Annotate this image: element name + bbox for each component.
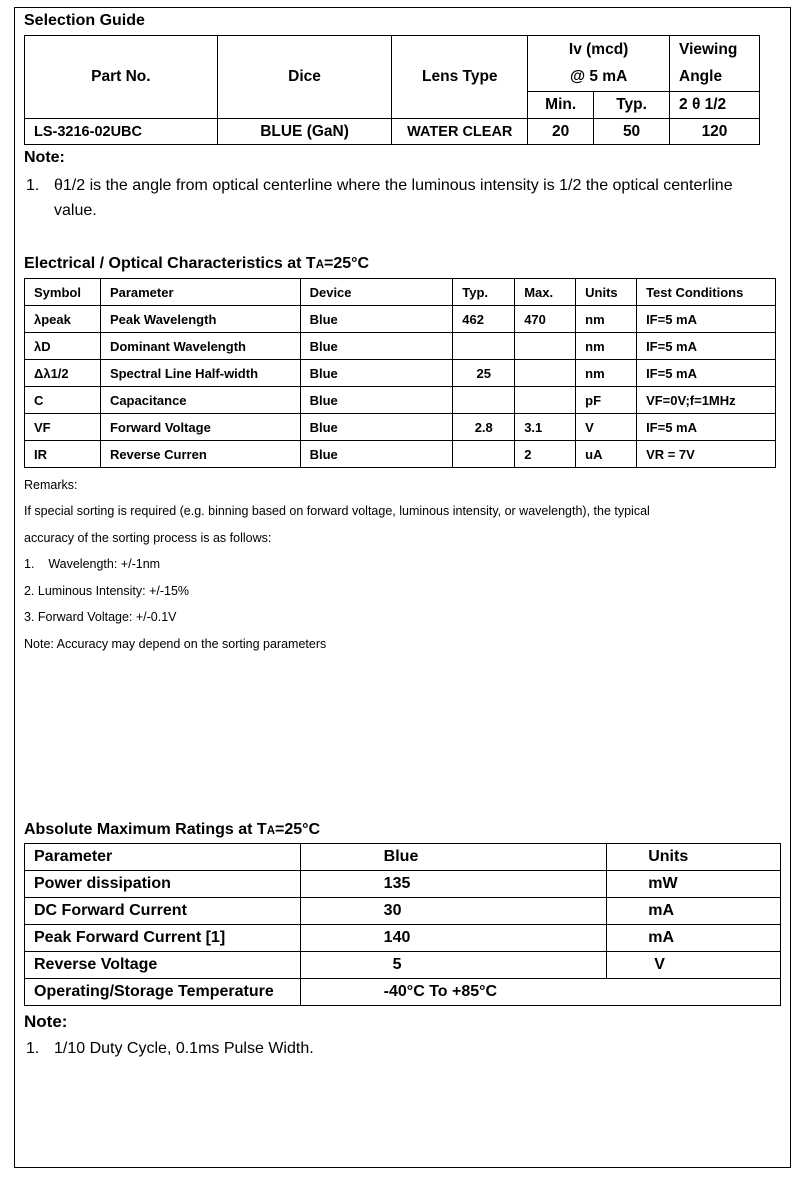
cell-symbol: λD (25, 333, 101, 360)
cell-units: nm (576, 360, 637, 387)
remarks-note: Note: Accuracy may depend on the sorting parameters (24, 637, 327, 651)
cell-test-conditions: IF=5 mA (637, 306, 776, 333)
cell-parameter: Reverse Voltage (25, 952, 301, 979)
selection-guide-table (24, 35, 760, 145)
selection-note-number: 1. (26, 177, 40, 194)
selection-note-line2: value. (54, 202, 97, 219)
absolute-note-title: Note: (24, 1012, 68, 1031)
cell-test-conditions: IF=5 mA (637, 360, 776, 387)
cell-typ: 2.8 (453, 414, 515, 441)
cell-max: 2 (515, 441, 576, 468)
cell-parameter: Peak Wavelength (100, 306, 300, 333)
remarks-title: Remarks: (24, 478, 78, 492)
cell-max (515, 333, 576, 360)
cell-typ: 462 (453, 306, 515, 333)
cell-symbol: IR (25, 441, 101, 468)
cell-value: 5 (300, 952, 607, 979)
cell-symbol: VF (25, 414, 101, 441)
cell-test-conditions: IF=5 mA (637, 333, 776, 360)
cell-parameter: Power dissipation (25, 871, 301, 898)
cell-parameter: Peak Forward Current [1] (25, 925, 301, 952)
cell-value: 140 (300, 925, 607, 952)
header-iv-condition: @ 5 mA (528, 64, 670, 92)
cell-typ (453, 333, 515, 360)
header-angle: Angle (670, 64, 760, 92)
cell-parameter: Capacitance (100, 387, 300, 414)
cell-units: uA (576, 441, 637, 468)
header-typ: Typ. (594, 92, 670, 119)
cell-symbol: λpeak (25, 306, 101, 333)
cell-units: V (576, 414, 637, 441)
remarks-item-wavelength: 1. Wavelength: +/-1nm (24, 557, 161, 571)
col-header-units: Units (576, 279, 637, 306)
cell-units: nm (576, 333, 637, 360)
cell-value: 30 (300, 898, 607, 925)
col-header-units: Units (607, 844, 781, 871)
table-row (25, 979, 781, 1006)
cell-device: Blue (300, 306, 453, 333)
header-lens-type: Lens Type (392, 36, 528, 119)
header-iv: Iv (mcd) (528, 36, 670, 64)
cell-max (515, 387, 576, 414)
cell-max: 470 (515, 306, 576, 333)
table-row (25, 898, 781, 925)
cell-dice: BLUE (GaN) (217, 119, 392, 145)
cell-parameter: Reverse Curren (100, 441, 300, 468)
header-dice: Dice (217, 36, 392, 119)
cell-lens-type: WATER CLEAR (392, 119, 528, 145)
header-viewing: Viewing (670, 36, 760, 64)
col-header-max: Max. (515, 279, 576, 306)
electrical-table (24, 278, 776, 468)
cell-test-conditions: VR = 7V (637, 441, 776, 468)
cell-device: Blue (300, 387, 453, 414)
cell-min: 20 (528, 119, 594, 145)
cell-typ (453, 387, 515, 414)
cell-device: Blue (300, 360, 453, 387)
cell-parameter: DC Forward Current (25, 898, 301, 925)
electrical-title: Electrical / Optical Characteristics at TA=25°C (24, 255, 370, 272)
cell-parameter: Forward Voltage (100, 414, 300, 441)
cell-empty (607, 979, 781, 1006)
col-header-parameter: Parameter (100, 279, 300, 306)
table-row (25, 952, 781, 979)
remarks-item-voltage: 3. Forward Voltage: +/-0.1V (24, 610, 177, 624)
col-header-test-conditions: Test Conditions (637, 279, 776, 306)
remarks-line2: accuracy of the sorting process is as follows: (24, 531, 272, 545)
absolute-ratings-title: Absolute Maximum Ratings at TA=25°C (24, 821, 321, 838)
header-two-theta: 2 θ 1/2 (670, 92, 760, 119)
selection-note-title: Note: (24, 149, 65, 166)
cell-parameter: Dominant Wavelength (100, 333, 300, 360)
cell-units: mA (607, 898, 781, 925)
col-header-symbol: Symbol (25, 279, 101, 306)
table-row (25, 333, 776, 360)
absolute-note-number: 1. (26, 1040, 40, 1057)
header-part-no: Part No. (25, 36, 218, 119)
cell-angle: 120 (670, 119, 760, 145)
table-row (25, 360, 776, 387)
table-row (25, 871, 781, 898)
cell-symbol: Δλ1/2 (25, 360, 101, 387)
col-header-typ: Typ. (453, 279, 515, 306)
cell-parameter: Operating/Storage Temperature (25, 979, 301, 1006)
cell-units: nm (576, 306, 637, 333)
absolute-ratings-table (24, 843, 781, 1006)
cell-units: pF (576, 387, 637, 414)
header-min: Min. (528, 92, 594, 119)
cell-part-no: LS-3216-02UBC (25, 119, 218, 145)
col-header-parameter: Parameter (25, 844, 301, 871)
absolute-note-text: 1/10 Duty Cycle, 0.1ms Pulse Width. (54, 1040, 314, 1057)
cell-value: -40°C To +85°C (300, 979, 607, 1006)
cell-parameter: Spectral Line Half-width (100, 360, 300, 387)
cell-typ: 50 (594, 119, 670, 145)
selection-guide-title: Selection Guide (24, 12, 145, 29)
cell-max: 3.1 (515, 414, 576, 441)
cell-max (515, 360, 576, 387)
cell-units: mA (607, 925, 781, 952)
cell-typ: 25 (453, 360, 515, 387)
table-row (25, 306, 776, 333)
cell-device: Blue (300, 441, 453, 468)
remarks-line1: If special sorting is required (e.g. binning based on forward voltage, luminous intensity, or wavelength), the typical (24, 504, 650, 518)
cell-device: Blue (300, 414, 453, 441)
cell-device: Blue (300, 333, 453, 360)
remarks-item-luminous: 2. Luminous Intensity: +/-15% (24, 584, 190, 598)
cell-symbol: C (25, 387, 101, 414)
table-row (25, 441, 776, 468)
table-row (25, 414, 776, 441)
table-row (25, 925, 781, 952)
col-header-blue: Blue (300, 844, 607, 871)
selection-note-line1: θ1/2 is the angle from optical centerline where the luminous intensity is 1/2 the optical centerline (54, 177, 733, 194)
cell-test-conditions: VF=0V;f=1MHz (637, 387, 776, 414)
cell-units: V (607, 952, 781, 979)
cell-typ (453, 441, 515, 468)
cell-value: 135 (300, 871, 607, 898)
table-row (25, 387, 776, 414)
cell-units: mW (607, 871, 781, 898)
col-header-device: Device (300, 279, 453, 306)
cell-test-conditions: IF=5 mA (637, 414, 776, 441)
